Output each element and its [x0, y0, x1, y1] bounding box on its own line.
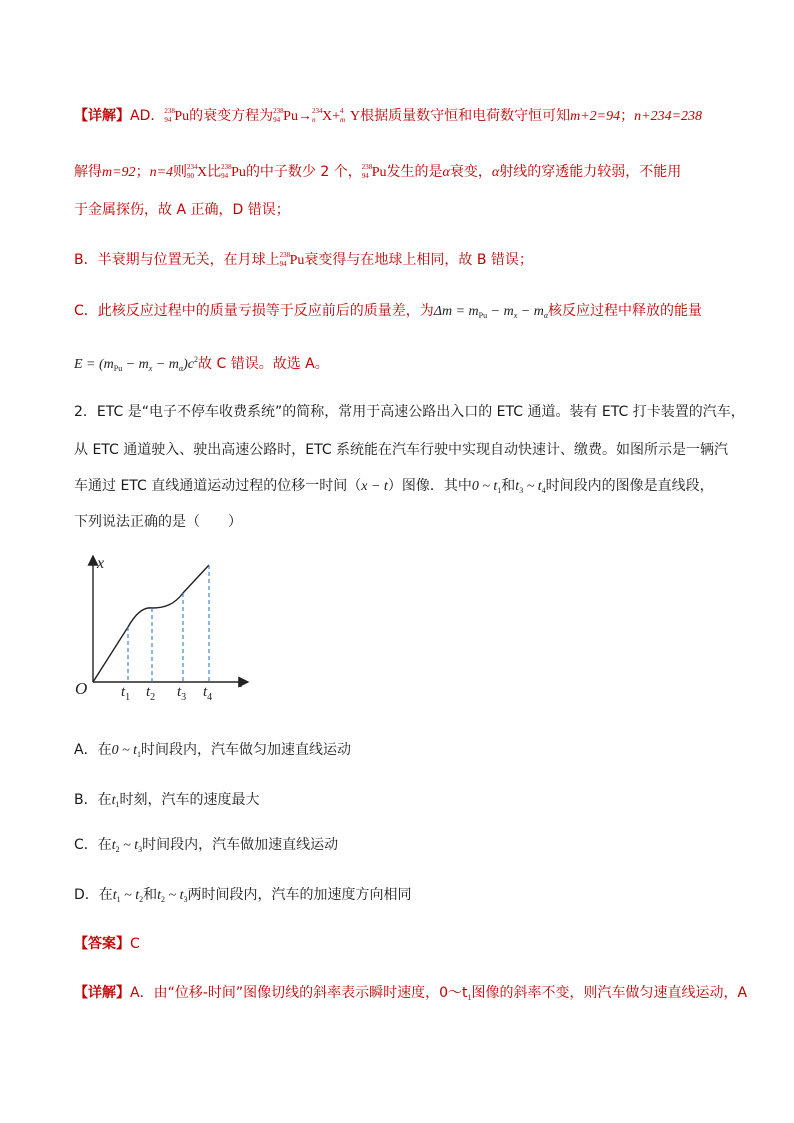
- q1-line-2: 解得m=92；n=4则 234 90 X比 238 94 Pu的中子数少 2 个， 238 94 Pu发生的是α衰变，α射线的穿透能力较弱，不能用: [74, 163, 682, 180]
- tick-t2: $t_2$: [146, 684, 156, 703]
- q1-option-b-explain: B．半衰期与位置无关，在月球上 238 94 Pu衰变得与在地球上相同，故 B 错误；: [74, 251, 533, 268]
- option-d[interactable]: D．在$t_1$ ~ $t_2$和$t_2$ ~ $t_3$两时间段内，汽车的加速度方向相同: [74, 887, 412, 904]
- q2-stem-3: 车通过 ETC 直线通道运动过程的位移一时间（x − t）图像．其中0 ~ $t_1$和$t_3$ ~ $t_4$时间段内的图像是直线段，: [74, 478, 714, 495]
- x-t-graph: [70, 550, 260, 710]
- y-axis-label: x: [97, 555, 105, 572]
- tick-t4: $t_4$: [203, 684, 213, 703]
- q1-line-1: 【详解】AD． 238 94 Pu的衰变方程为 238 94 Pu→ 234 n X+ 4 m Y根据质量数守恒和电荷数守恒可知m+2=94；n+234=238: [74, 107, 703, 124]
- x-t-curve: [93, 565, 209, 682]
- answer-value: C: [130, 936, 140, 952]
- answer-line: [74, 934, 140, 954]
- q2-stem-1: 2．ETC 是“电子不停车收费系统”的简称，常用于高速公路出入口的 ETC 通道。装有 ETC 打卡装置的汽车，: [74, 404, 745, 420]
- y-nuclide: 4 m: [339, 107, 346, 124]
- q1-option-c-explain-2: $E = (m_{Pu} - m_x - m_\alpha)c^2$故 C 错误。故选 A。: [74, 355, 329, 373]
- option-b[interactable]: B．在$t_1$时刻，汽车的速度最大: [74, 792, 260, 809]
- origin-label: O: [75, 679, 88, 698]
- option-c[interactable]: C．在$t_2$ ~ $t_3$时间段内，汽车做加速直线运动: [74, 837, 339, 854]
- tick-t3: $t_3$: [177, 684, 187, 703]
- option-a[interactable]: A．在0 ~ $t_1$时间段内，汽车做匀加速直线运动: [74, 742, 352, 759]
- q2-stem-2: 从 ETC 通道驶入、驶出高速公路时，ETC 系统能在汽车行驶中实现自动快速计、缴费。如图所示是一辆汽: [74, 442, 729, 458]
- detail-tag: 【详解】: [74, 108, 130, 124]
- q1-line-3: 于金属探伤，故 A 正确，D 错误；: [74, 202, 290, 218]
- pu-nuclide: 238 94: [164, 107, 175, 124]
- q2-detail-line: 【详解】A．由“位移-时间”图像切线的斜率表示瞬时速度，$0\sim t_1$图像的斜率不变，则汽车做匀速直线运动，A: [74, 985, 748, 1002]
- q1-option-c-explain-1: C．此核反应过程中的质量亏损等于反应前后的质量差，为$\Delta m = m_{Pu} - m_x - m_\alpha$核反应过程中释放的能量: [74, 303, 703, 320]
- q2-stem-4: 下列说法正确的是（ ）: [74, 514, 242, 530]
- x-nuclide: 234 n: [311, 107, 323, 124]
- tick-t1: $t_1$: [121, 684, 131, 703]
- detail-tag-2: 【详解】: [74, 985, 130, 1001]
- answer-tag: 【答案】: [74, 936, 130, 952]
- x-axis-label: t: [238, 674, 243, 691]
